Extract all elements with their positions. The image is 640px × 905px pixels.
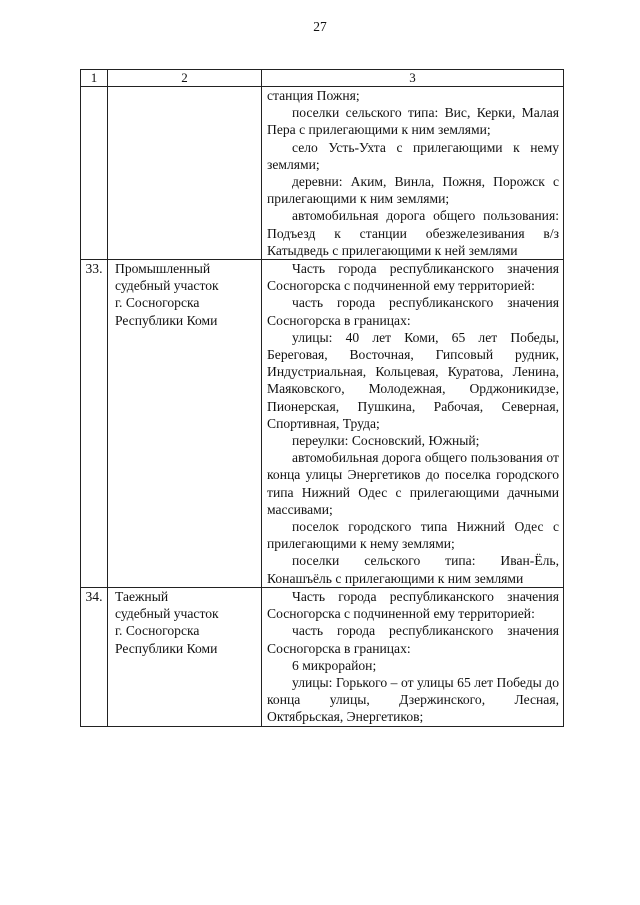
row-number-cell — [81, 87, 108, 260]
description-paragraph: село Усть-Ухта с прилегающими к нему землями; — [267, 139, 559, 172]
page-number: 27 — [313, 19, 327, 34]
name-line: судебный участок — [115, 278, 219, 294]
row-description-cell — [262, 260, 564, 588]
description-paragraph: часть города республиканского значения Сосногорска в границах: — [267, 623, 559, 656]
name-line: судебный участок — [115, 606, 219, 622]
row-description-cell — [262, 87, 564, 260]
name-line: г. Сосногорска — [115, 295, 200, 311]
description-paragraph: улицы: Горького – от улицы 65 лет Победы до конца улицы, Дзержинского, Лесная, Октябрьская, Энергетиков; — [267, 674, 559, 725]
name-line: Республики Коми — [115, 640, 218, 656]
header-col-3: 3 — [262, 70, 564, 87]
court-district-name — [108, 260, 262, 588]
description-paragraph: Часть города республиканского значения Сосногорска с подчиненной ему территорией: — [267, 261, 559, 294]
header-col-1: 1 — [81, 70, 108, 87]
table-row-34 — [81, 587, 564, 726]
description-paragraph: станция Пожня; — [267, 88, 360, 103]
name-line: Промышленный — [115, 261, 211, 277]
description-paragraph: поселок городского типа Нижний Одес с прилегающими к нему землями; — [267, 519, 559, 552]
description-paragraph: часть города республиканского значения Сосногорска в границах: — [267, 295, 559, 328]
header-col-2: 2 — [108, 70, 262, 87]
districts-table — [80, 69, 564, 727]
name-line: Республики Коми — [115, 312, 218, 328]
description-paragraph: улицы: 40 лет Коми, 65 лет Победы, Береговая, Восточная, Гипсовый рудник, Индустриальная, Кольцевая, Куратова, Ленина, Маяковского, Молодежная, Орджоникидзе, Пионерская, Пушкина, Рабочая, Северная, Спортивная, Труда; — [267, 329, 559, 431]
row-number: 34. — [81, 587, 108, 726]
description-paragraph: переулки: Сосновский, Южный; — [292, 433, 480, 449]
table-row-continuation — [81, 87, 564, 260]
court-district-name — [108, 587, 262, 726]
name-line: Таежный — [115, 588, 169, 604]
description-paragraph: поселки сельского типа: Иван-Ёль, Конашъёль с прилегающими к ним землями — [267, 553, 559, 586]
row-name-cell — [108, 87, 262, 260]
row-number: 33. — [81, 260, 108, 588]
table-row-33 — [81, 260, 564, 588]
name-line: г. Сосногорска — [115, 623, 200, 639]
row-description-cell — [262, 587, 564, 726]
table-header-row — [81, 70, 564, 87]
description-paragraph: Часть города республиканского значения Сосногорска с подчиненной ему территорией: — [267, 588, 559, 622]
description-paragraph: деревни: Аким, Винла, Пожня, Порожск с прилегающими к ним землями; — [267, 174, 559, 207]
description-paragraph: автомобильная дорога общего пользования от конца улицы Энергетиков до поселка городского типа Нижний Одес с прилегающими дачными массивами; — [267, 450, 559, 517]
description-paragraph: поселки сельского типа: Вис, Керки, Малая Пера с прилегающими к ним землями; — [267, 105, 559, 138]
description-paragraph: автомобильная дорога общего пользования: Подъезд к станции обезжелезивания в/з Катыдведь с прилегающими к ней землями — [267, 208, 559, 258]
description-paragraph: 6 микрорайон; — [292, 657, 377, 673]
